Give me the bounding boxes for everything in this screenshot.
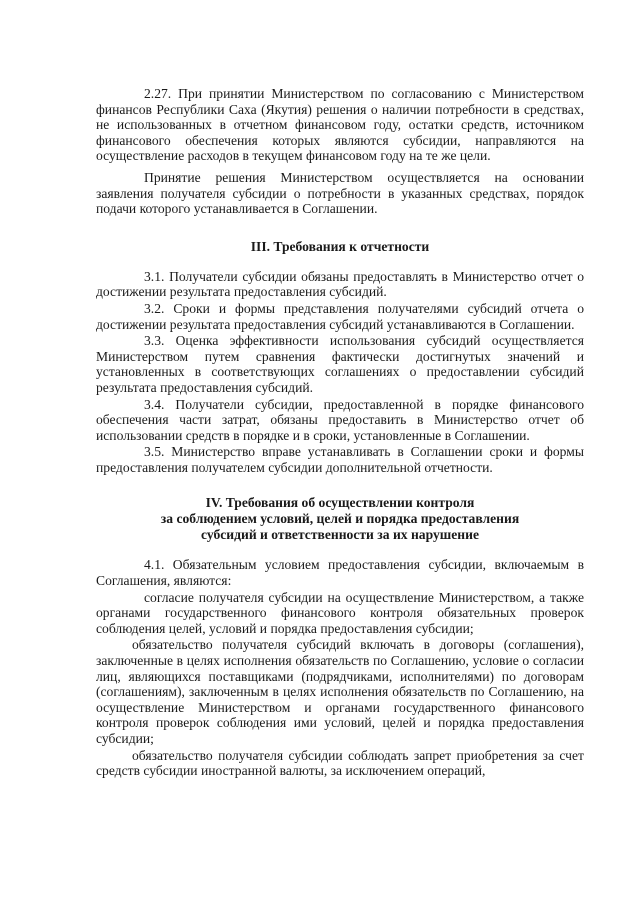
paragraph-obligation-currency: обязательство получателя субсидии соблюдать запрет приобретения за счет средств субсидии иностранной валюты, за исключением операций, (96, 747, 584, 779)
section-4-heading-line-1: IV. Требования об осуществлении контроля (205, 495, 475, 511)
section-4-heading-line-3: субсидий и ответственности за их нарушение (200, 527, 479, 543)
paragraph-3-3: 3.3. Оценка эффективности использования субсидий осуществляется Министерством путем сравнения фактически достигнутых значений и установленных в соответствующих соглашениях о предоставлении субсидий результата предоставления субсидий. (96, 333, 584, 395)
paragraph-3-2: 3.2. Сроки и формы представления получателями субсидий отчета о достижении результата предоставления субсидий устанавливаются в Соглашении. (96, 300, 584, 332)
paragraph-4-1: 4.1. Обязательным условием предоставления субсидии, включаемым в Соглашения, являются: (96, 557, 584, 589)
paragraph-3-5: 3.5. Министерство вправе устанавливать в Соглашении сроки и формы предоставления получателем субсидии дополнительной отчетности. (96, 444, 584, 475)
paragraph-obligation-contracts: обязательство получателя субсидий включать в договоры (соглашения), заключенные в целях исполнения обязательств по Соглашению, условие о согласии лиц, являющихся поставщиками (подрядчиками, исполнителями) по договорам (соглашениям), заключенным в целях исполнения обязательств по Соглашению, на осуществление Министерством и органами государственного финансового контроля проверок соблюдения ими условий, целей и порядка предоставления субсидии; (96, 637, 584, 746)
paragraph-2-27: 2.27. При принятии Министерством по согласованию с Министерством финансов Республики Саха (Якутия) решения о наличии потребности в средствах, не использованных в отчетном финансовом году, остатки средств, источником финансового обеспечения которых являются субсидии, направляются на осуществление расходов в текущем финансовом году на те же цели. (96, 86, 584, 164)
section-4-heading (96, 495, 584, 543)
paragraph-decision: Принятие решения Министерством осуществляется на основании заявления получателя субсидии о потребности в указанных средствах, порядок подачи которого устанавливается в Соглашении. (96, 169, 584, 217)
section-3-heading: III. Требования к отчетности (250, 238, 430, 254)
section-4-heading-line-2: за соблюдением условий, целей и порядка предоставления (160, 511, 520, 527)
paragraph-consent: согласие получателя субсидии на осуществление Министерством, а также органами государственного финансового контроля обязательных проверок соблюдения целей, условий и порядка предоставления субсидии; (96, 589, 584, 636)
paragraph-3-1: 3.1. Получатели субсидии обязаны предоставлять в Министерство отчет о достижении результата предоставления субсидий. (96, 268, 584, 300)
paragraph-3-4: 3.4. Получатели субсидии, предоставленной в порядке финансового обеспечения части затрат, обязаны предоставить в Министерство отчет об использовании средств в порядке и в сроки, установленные в Соглашении. (96, 396, 584, 443)
